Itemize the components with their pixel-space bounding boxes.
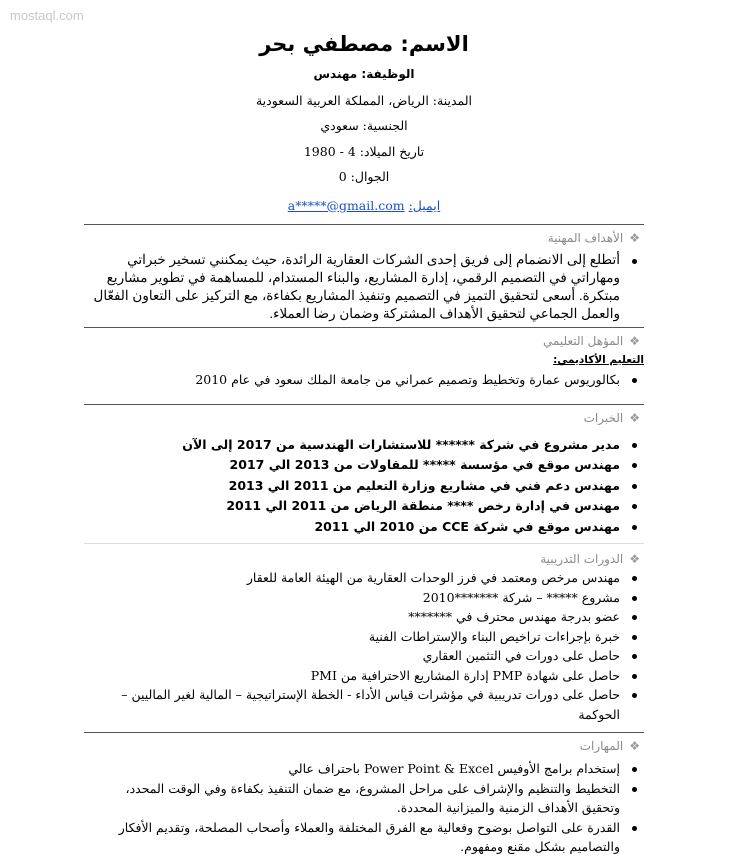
section-title-experience xyxy=(84,411,644,425)
diamond-bullet-icon: ❖ xyxy=(629,410,640,425)
resume-header xyxy=(84,32,644,218)
education-list xyxy=(84,370,644,390)
section-label: المؤهل التعليمي xyxy=(542,334,624,348)
divider xyxy=(84,543,644,544)
diamond-bullet-icon: ❖ xyxy=(629,334,640,348)
list-item: مهندس موقع في مؤسسة ***** للمقاولات من 2013 الي 2017 xyxy=(84,455,620,476)
list-item: عضو بدرجة مهندس محترف في ******* xyxy=(84,607,620,627)
list-item: القدرة على التواصل بوضوح وفعالية مع الفرق المختلفة والعملاء وأصحاب المصلحة، وتقديم الأفكار والتصاميم بشكل مقنع ومفهوم. xyxy=(84,818,620,857)
email-line xyxy=(84,193,644,219)
list-item: مهندس في إدارة رخص **** منطقة الرياض من 2011 الي 2011 xyxy=(84,496,620,517)
watermark: mostaql.com xyxy=(10,8,84,23)
section-title-courses xyxy=(84,552,644,566)
nationality: الجنسية: سعودي xyxy=(320,118,408,133)
diamond-bullet-icon: ❖ xyxy=(629,739,640,753)
section-label: الدورات التدريبية xyxy=(540,552,624,566)
list-item: حاصل على دورات تدريبية في مؤشرات قياس الأداء - الخطة الإستراتيجية – المالية لغير الماليين – الحوكمة xyxy=(84,685,620,724)
list-item: بكالوريوس عمارة وتخطيط وتصميم عمراني من جامعة الملك سعود في عام 2010 xyxy=(84,370,620,390)
job-title: الوظيفة: مهندس xyxy=(313,67,415,81)
experience-list xyxy=(84,435,644,538)
section-title-objectives xyxy=(84,231,644,245)
list-item: مهندس دعم فني في مشاريع وزارة التعليم من 2011 الي 2013 xyxy=(84,476,620,497)
section-label: الأهداف المهنية xyxy=(547,231,624,245)
section-title-education xyxy=(84,334,644,348)
list-item: مدير مشروع في شركة ****** للاستشارات الهندسية من 2017 إلى الآن xyxy=(84,435,620,456)
name-heading: الاسم: مصطفي بحر xyxy=(259,32,469,56)
section-title-skills xyxy=(84,739,644,753)
diamond-bullet-icon: ❖ xyxy=(629,552,640,566)
divider xyxy=(84,404,644,405)
education-subtitle: التعليم الأكاديمي: xyxy=(553,354,644,366)
divider xyxy=(84,327,644,328)
objectives-list xyxy=(84,251,644,323)
diamond-bullet-icon: ❖ xyxy=(629,231,640,245)
list-item: مهندس مرخص ومعتمد في فرز الوحدات العقارية من الهيئة العامة للعقار xyxy=(84,568,620,588)
list-item: مشروع ***** – شركة *******2010 xyxy=(84,588,620,608)
list-item: خبرة بإجراءات تراخيص البناء والإستراطات الفنية xyxy=(84,627,620,647)
skills-list xyxy=(84,759,644,857)
email-label: ايميل: xyxy=(408,197,441,213)
section-label: المهارات xyxy=(579,739,624,753)
list-item: التخطيط والتنظيم والإشراف على مراحل المشروع، مع ضمان التنفيذ بكفاءة وفي الوقت المحدد، وتحقيق الأهداف الزمنية والميزانية المحددة. xyxy=(84,779,620,818)
list-item: حاصل على شهادة PMP إدارة المشاريع الاحترافية من PMI xyxy=(84,666,620,686)
birth-date: تاريخ الميلاد: 4 - 1980 xyxy=(303,143,425,159)
courses-list xyxy=(84,568,644,724)
email-link[interactable]: a*****@gmail.com xyxy=(287,197,405,213)
divider xyxy=(84,732,644,733)
list-item: إستخدام برامج الأوفيس Power Point & Excel باحتراف عالي xyxy=(84,759,620,779)
divider xyxy=(84,224,644,225)
list-item: أتطلع إلى الانضمام إلى فريق إحدى الشركات العقارية الرائدة، حيث يمكنني تسخير خبراتي ومهاراتي في التصميم الرقمي، إدارة المشاريع، والبناء المستدام، للمساهمة في تطوير مشاريع مبتكرة. أسعى لتحقيق التميز في التصميم وتنفيذ المشاريع بكفاءة، مع التركيز على التعاون الفعّال والعمل الجماعي لتحقيق الأهداف المشتركة وضمان رضا العملاء. xyxy=(84,251,620,323)
list-item: حاصل على دورات في التثمين العقاري xyxy=(84,646,620,666)
city: المدينة: الرياض، المملكة العربية السعودية xyxy=(255,92,473,108)
mobile: الجوال: 0 xyxy=(338,169,390,184)
resume-page xyxy=(84,0,644,857)
section-label: الخبرات xyxy=(583,410,624,425)
list-item: مهندس موقع في شركة CCE من 2010 الي 2011 xyxy=(84,517,620,538)
